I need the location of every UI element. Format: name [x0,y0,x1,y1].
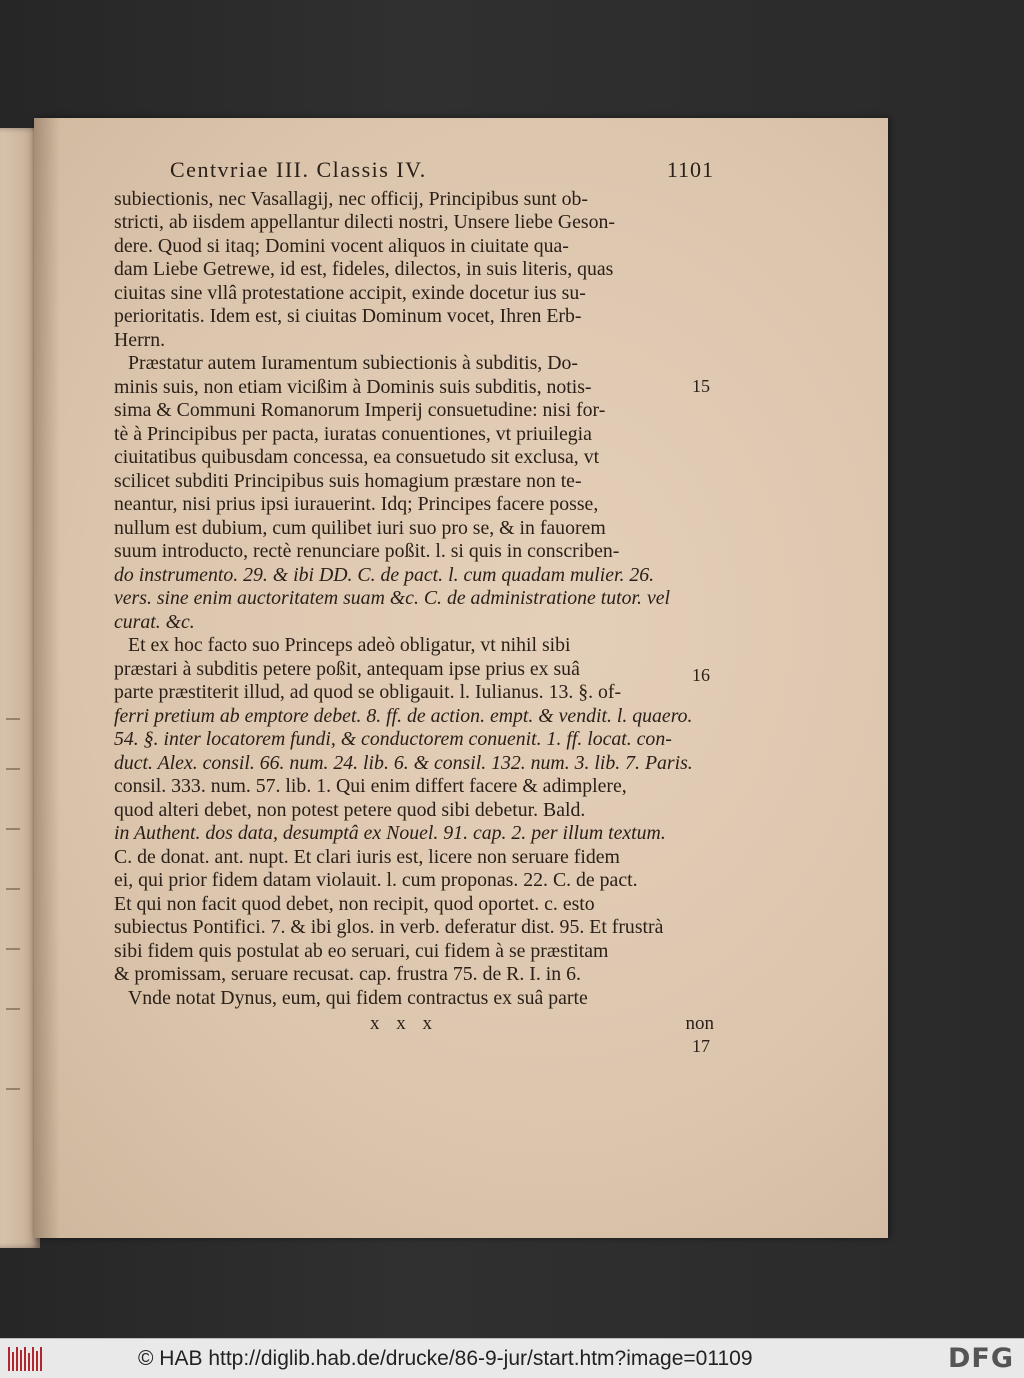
catchword: non [685,1013,714,1034]
text-line: curat. &c. [114,610,195,633]
text-line: parte præstiterit illud, ad quod se obligauit. l. Iulianus. 13. §. of- [114,681,622,703]
text-line: in Authent. dos data, desumptâ ex Nouel. 91. cap. 2. per illum textum. [114,822,666,844]
page-text [114,158,714,1036]
page-number: 1101 [666,157,714,182]
text-line: sima & Communi Romanorum Imperij consuetudine: nisi for- [114,399,606,421]
text-line: duct. Alex. consil. 66. num. 24. lib. 6. & consil. 132. num. 3. lib. 7. Paris. [114,751,693,774]
marginal-number: 15 [692,376,710,396]
page-footer [114,1012,714,1036]
running-title: Centvriae III. Classis IV. [170,157,427,182]
text-line: quod alteri debet, non potest petere quod sibi debetur. Bald. [114,798,586,821]
text-line: subiectionis, nec Vasallagij, nec officij, Principibus sunt ob- [114,187,588,210]
text-line: Et ex hoc facto suo Princeps adeò obligatur, vt nihil sibi [128,634,571,656]
text-line: Et qui non facit quod debet, non recipit, quod oportet. c. esto [114,892,595,915]
marginal-number: 16 [692,665,710,685]
text-line: tè à Principibus per pacta, iuratas conuentiones, vt priuilegia [114,422,592,445]
text-line: C. de donat. ant. nupt. Et clari iuris est, licere non seruare fidem [114,845,620,868]
text-line: nullum est dubium, cum quilibet iuri suo pro se, & in fauorem [114,516,606,539]
marginal-number: 17 [692,1036,710,1056]
text-line: præstari à subditis petere poßit, antequam ipse prius ex suâ [114,657,580,680]
book-page [34,118,888,1238]
text-line: dere. Quod si itaq; Domini vocent aliquos in ciuitate qua- [114,234,569,257]
text-line: suum introducto, rectè renunciare poßit. l. si quis in conscriben- [114,540,620,562]
text-line: do instrumento. 29. & ibi DD. C. de pact. l. cum quadam mulier. 26. [114,563,655,586]
credit-bar [0,1338,1024,1378]
text-line: Herrn. [114,328,166,351]
running-header [114,158,714,182]
dfg-logo-icon: DFG [947,1343,1014,1374]
text-line: vers. sine enim auctoritatem suam &c. C. de administratione tutor. vel [114,587,671,609]
text-line: scilicet subditi Principibus suis homagium præstare non te- [114,469,582,492]
text-line: dam Liebe Getrewe, id est, fideles, dilectos, in suis literis, quas [114,258,614,280]
text-line: ferri pretium ab emptore debet. 8. ff. de action. empt. & vendit. l. quaero. [114,704,693,727]
text-line: sibi fidem quis postulat ab eo seruari, cui fidem à se præstitam [114,939,609,962]
text-line: ciuitas sine vllâ protestatione accipit, exinde docetur ius su- [114,281,586,304]
source-credit-link[interactable]: © HAB http://diglib.hab.de/drucke/86-9-jur/start.htm?image=01109 [138,1346,753,1370]
text-line: ciuitatibus quibusdam concessa, ea consuetudo sit exclusa, vt [114,446,600,468]
signature-mark: x x x [370,1013,438,1034]
text-line: & promissam, seruare recusat. cap. frustra 75. de R. I. in 6. [114,963,581,985]
text-line: Vnde notat Dynus, eum, qui fidem contractus ex suâ parte [128,986,588,1009]
text-line: ei, qui prior fidem datam violauit. l. cum proponas. 22. C. de pact. [114,869,638,891]
text-line: consil. 333. num. 57. lib. 1. Qui enim differt facere & adimplere, [114,775,627,797]
text-line: neantur, nisi prius ipsi iurauerint. Idq; Principes facere posse, [114,493,599,515]
text-line: subiectus Pontifici. 7. & ibi glos. in verb. deferatur dist. 95. Et frustrà [114,916,664,938]
text-line: 54. §. inter locatorem fundi, & conductorem conuenit. 1. ff. locat. con- [114,728,672,750]
text-line: minis suis, non etiam vicißim à Dominis suis subditis, notis- [114,375,592,398]
text-line: stricti, ab iisdem appellantur dilecti nostri, Unsere liebe Geson- [114,211,615,233]
hab-logo-icon [6,1344,46,1374]
text-line: perioritatis. Idem est, si ciuitas Dominum vocet, Ihren Erb- [114,305,582,327]
text-line: Præstatur autem Iuramentum subiectionis à subditis, Do- [128,352,578,374]
